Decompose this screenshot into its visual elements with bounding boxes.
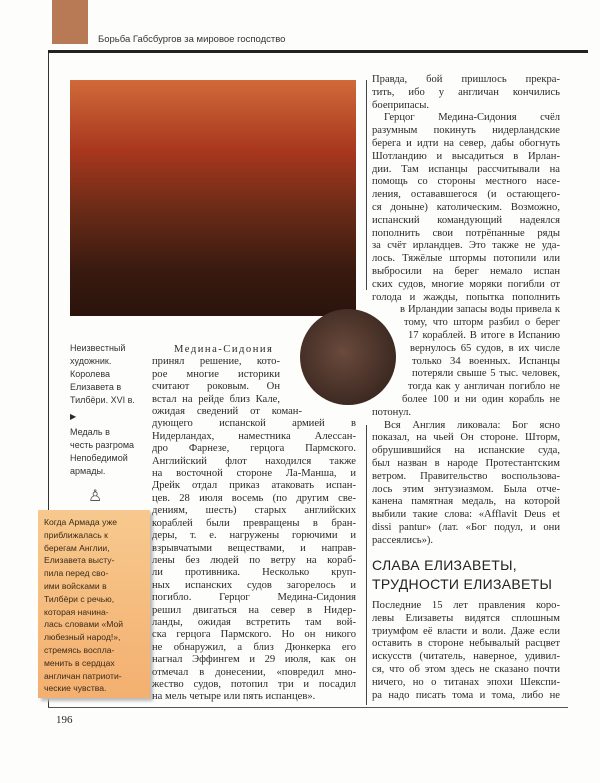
text-line: триумфом её власти и воли. Даже если [372, 625, 560, 637]
text-line: Медина-Сидония [174, 344, 274, 355]
text-line: обрушившийся на испанские суда, [372, 445, 560, 457]
text-line: Елизавета в [70, 382, 122, 392]
text-line: был назван в народе Протестантским [372, 457, 560, 469]
text-line: выбили такие слова: «Afflavit Deus et [372, 509, 560, 521]
text-line: Дрейк отдал приказ атаковать испан- [152, 480, 356, 492]
text-line: приближалась к [44, 529, 108, 540]
text-line: лены без людей по ветру на кораб- [152, 554, 356, 566]
text-line: Правда, бой пришлось прекра- [372, 74, 560, 85]
text-line: Вся Англия ликовала: Бог ясно [384, 419, 560, 431]
text-line: Непобедимой [70, 453, 128, 463]
text-line: на мель четыре или пять испанцев». [152, 691, 316, 703]
text-line: разумным покинуть нидерландские [372, 125, 560, 137]
text-line: дующего испанской армией в [152, 418, 356, 430]
right-column-text [372, 74, 560, 547]
text-line: дро Фарнезе, герцога Пармского. [152, 443, 356, 455]
text-line: ся, что об этом здесь не сказано почти [372, 663, 560, 675]
text-line: художник. [70, 356, 112, 366]
column-rule [366, 80, 367, 290]
text-line: испанский командующий надеялся [372, 214, 560, 226]
text-line: взрывчатыми веществами, и направ- [152, 542, 356, 554]
quill-icon: ♙ [88, 488, 103, 505]
text-line: ления, остававшегося (и остающего- [372, 189, 560, 201]
text-line: пополнить свои потрёпанные ряды [372, 227, 560, 239]
text-line: Герцог Медина-Сидония счёл [384, 112, 560, 124]
text-line: рассеялись»). [372, 534, 434, 546]
painting-caption [70, 342, 135, 407]
running-header: Борьба Габсбургов за мировое господство [98, 34, 286, 45]
text-line: кораблей были превращены в бран- [152, 517, 356, 529]
text-line: ческие чувства. [44, 683, 107, 694]
arrow-icon: ▶ [70, 412, 77, 421]
text-line: Елизавета высту- [44, 555, 115, 566]
text-line: Королева [70, 369, 111, 379]
text-line: берега и идти на север, дабы обогнуть [372, 137, 560, 149]
text-line: Последние 15 лет правления коро- [372, 600, 560, 611]
text-line: только 34 военных. Испанцы [412, 355, 560, 367]
text-line: в Ирландии запасы воды привела к [400, 304, 560, 316]
text-line: лось этим энтузиазмом. Была отче- [372, 483, 560, 495]
text-line: ничего, но о титанах эпохи Шекспи- [372, 676, 560, 688]
text-line: нагнал Эффингем и 29 июля, как он [152, 654, 356, 666]
text-line: не обнаружил, а близ Дюнкерка его [152, 641, 356, 653]
text-line: стремясь воспла- [44, 644, 115, 655]
text-line: отмечал в донесении, «повредил мно- [152, 666, 356, 678]
text-line: боеприпасы. [372, 99, 429, 111]
text-line: лось. Тяжёлые штормы потопили или [372, 253, 560, 265]
text-line: более 100 и ни один корабль не [402, 393, 560, 405]
section-text [372, 600, 560, 702]
text-line: ветром. Правительство воспользова- [372, 470, 560, 482]
text-line: честь разгрома [70, 440, 135, 450]
text-line: рое многие историки [152, 368, 280, 380]
text-line: канена памятная медаль, на которой [372, 496, 560, 508]
text-line: искусств (читатель, наверное, удивил- [372, 651, 560, 663]
text-line: помощь со стороны местного насе- [372, 176, 560, 188]
medal-caption [70, 426, 134, 478]
page-number: 196 [56, 714, 73, 726]
text-line: Когда Армада уже [44, 517, 118, 527]
text-line: пила перед сво- [44, 568, 109, 579]
text-line: дии. Там испанцы рассчитывали на [372, 163, 560, 175]
text-line: решил двигаться на север в Нидер- [152, 604, 356, 616]
text-line: голода и жажды, попытка пополнить [372, 291, 560, 303]
text-line: dissi pantur» (лат. «Бог подул, и они [372, 521, 560, 533]
text-line: Шотландию и высадиться в Ирлан- [372, 150, 560, 162]
text-line: дениям, шесть) старых английских [152, 505, 356, 517]
text-line: ими войсками в [44, 580, 107, 591]
header-rule [48, 50, 588, 53]
text-line: тогда как у англичан погибло не [408, 381, 560, 393]
text-line: жество судов, потопил три и посадил [152, 678, 356, 690]
text-line: погибло. Герцог Медина-Сидония [152, 592, 356, 604]
text-line: ТРУДНОСТИ ЕЛИЗАВЕТЫ [372, 576, 553, 592]
text-line: ра надо писать тома и тома, либо не [372, 689, 560, 701]
text-line: Тилбёри. XVI в. [70, 395, 135, 405]
text-line: ланды, ожидая встретить там вой- [152, 616, 356, 628]
section-heading [372, 556, 552, 594]
text-line: показал, на чьей Он стороне. Шторм, [372, 432, 560, 444]
text-line: деры, т. е. нагружены горючими и [152, 530, 356, 542]
text-line: ли противника. Несколько круп- [152, 567, 356, 579]
text-line: оставить в стороне небывалый расцвет [372, 638, 560, 650]
text-line: за счёт ирландцев. Это также не уда- [372, 240, 560, 252]
text-line: на восточной стороне Ла-Манша, и [152, 468, 356, 480]
text-line: ожидая сведений от коман- [152, 406, 302, 418]
text-line: Нидерландах, наместника Алессан- [152, 430, 356, 442]
ship-logo-icon [52, 0, 88, 44]
text-line: считают роковым. Он [152, 381, 280, 393]
text-line: которая начина- [44, 606, 109, 617]
text-line: армады. [70, 466, 106, 476]
text-line: принял решение, кото- [152, 356, 280, 368]
note-text [44, 516, 123, 695]
text-line: вернулось 65 судов, в их числе [410, 342, 560, 354]
text-line: цев. 28 июля восемь (по другим све- [152, 492, 356, 504]
bottom-rule [48, 707, 568, 708]
text-line: потеряли свыше 5 тыс. человек, [412, 368, 560, 380]
text-line: 17 кораблей. В итоге в Испанию [408, 329, 560, 341]
text-line: Медаль в [70, 427, 110, 437]
text-line: Тилбёри с речью, [44, 593, 115, 604]
text-line: берегам Англии, [44, 542, 110, 553]
text-line: Английский флот находился также [152, 455, 356, 467]
text-line: ных испанских судов загорелось и [152, 579, 356, 591]
text-line: тому, что шторм разбил о берег [404, 317, 560, 329]
left-column-text [152, 344, 356, 704]
text-line: менить в сердцах [44, 657, 115, 668]
text-line: ска герцога Пармского. Но он никого [152, 629, 356, 641]
text-line: потонул. [372, 406, 412, 418]
text-line: тить, ибо у англичан кончились [372, 86, 560, 98]
text-line: лась словами «Мой [44, 619, 124, 630]
column-rule [366, 425, 367, 705]
text-line: левы Елизаветы видятся сплошным [372, 612, 560, 624]
text-line: ся доныне) католическим. Возможно, [372, 201, 560, 213]
text-line: выбросили на берег немало испан [372, 265, 560, 277]
text-line: любезный народ!», [44, 632, 121, 643]
text-line: ских судов, многие моряки погибли от [372, 278, 560, 290]
text-line: Неизвестный [70, 343, 126, 353]
text-line: СЛАВА ЕЛИЗАВЕТЫ, [372, 557, 517, 573]
text-line: англичан патриоти- [44, 670, 122, 681]
text-line: встал на рейде близ Кале, [152, 393, 280, 405]
painting-elizabeth-tilbury [70, 80, 356, 316]
